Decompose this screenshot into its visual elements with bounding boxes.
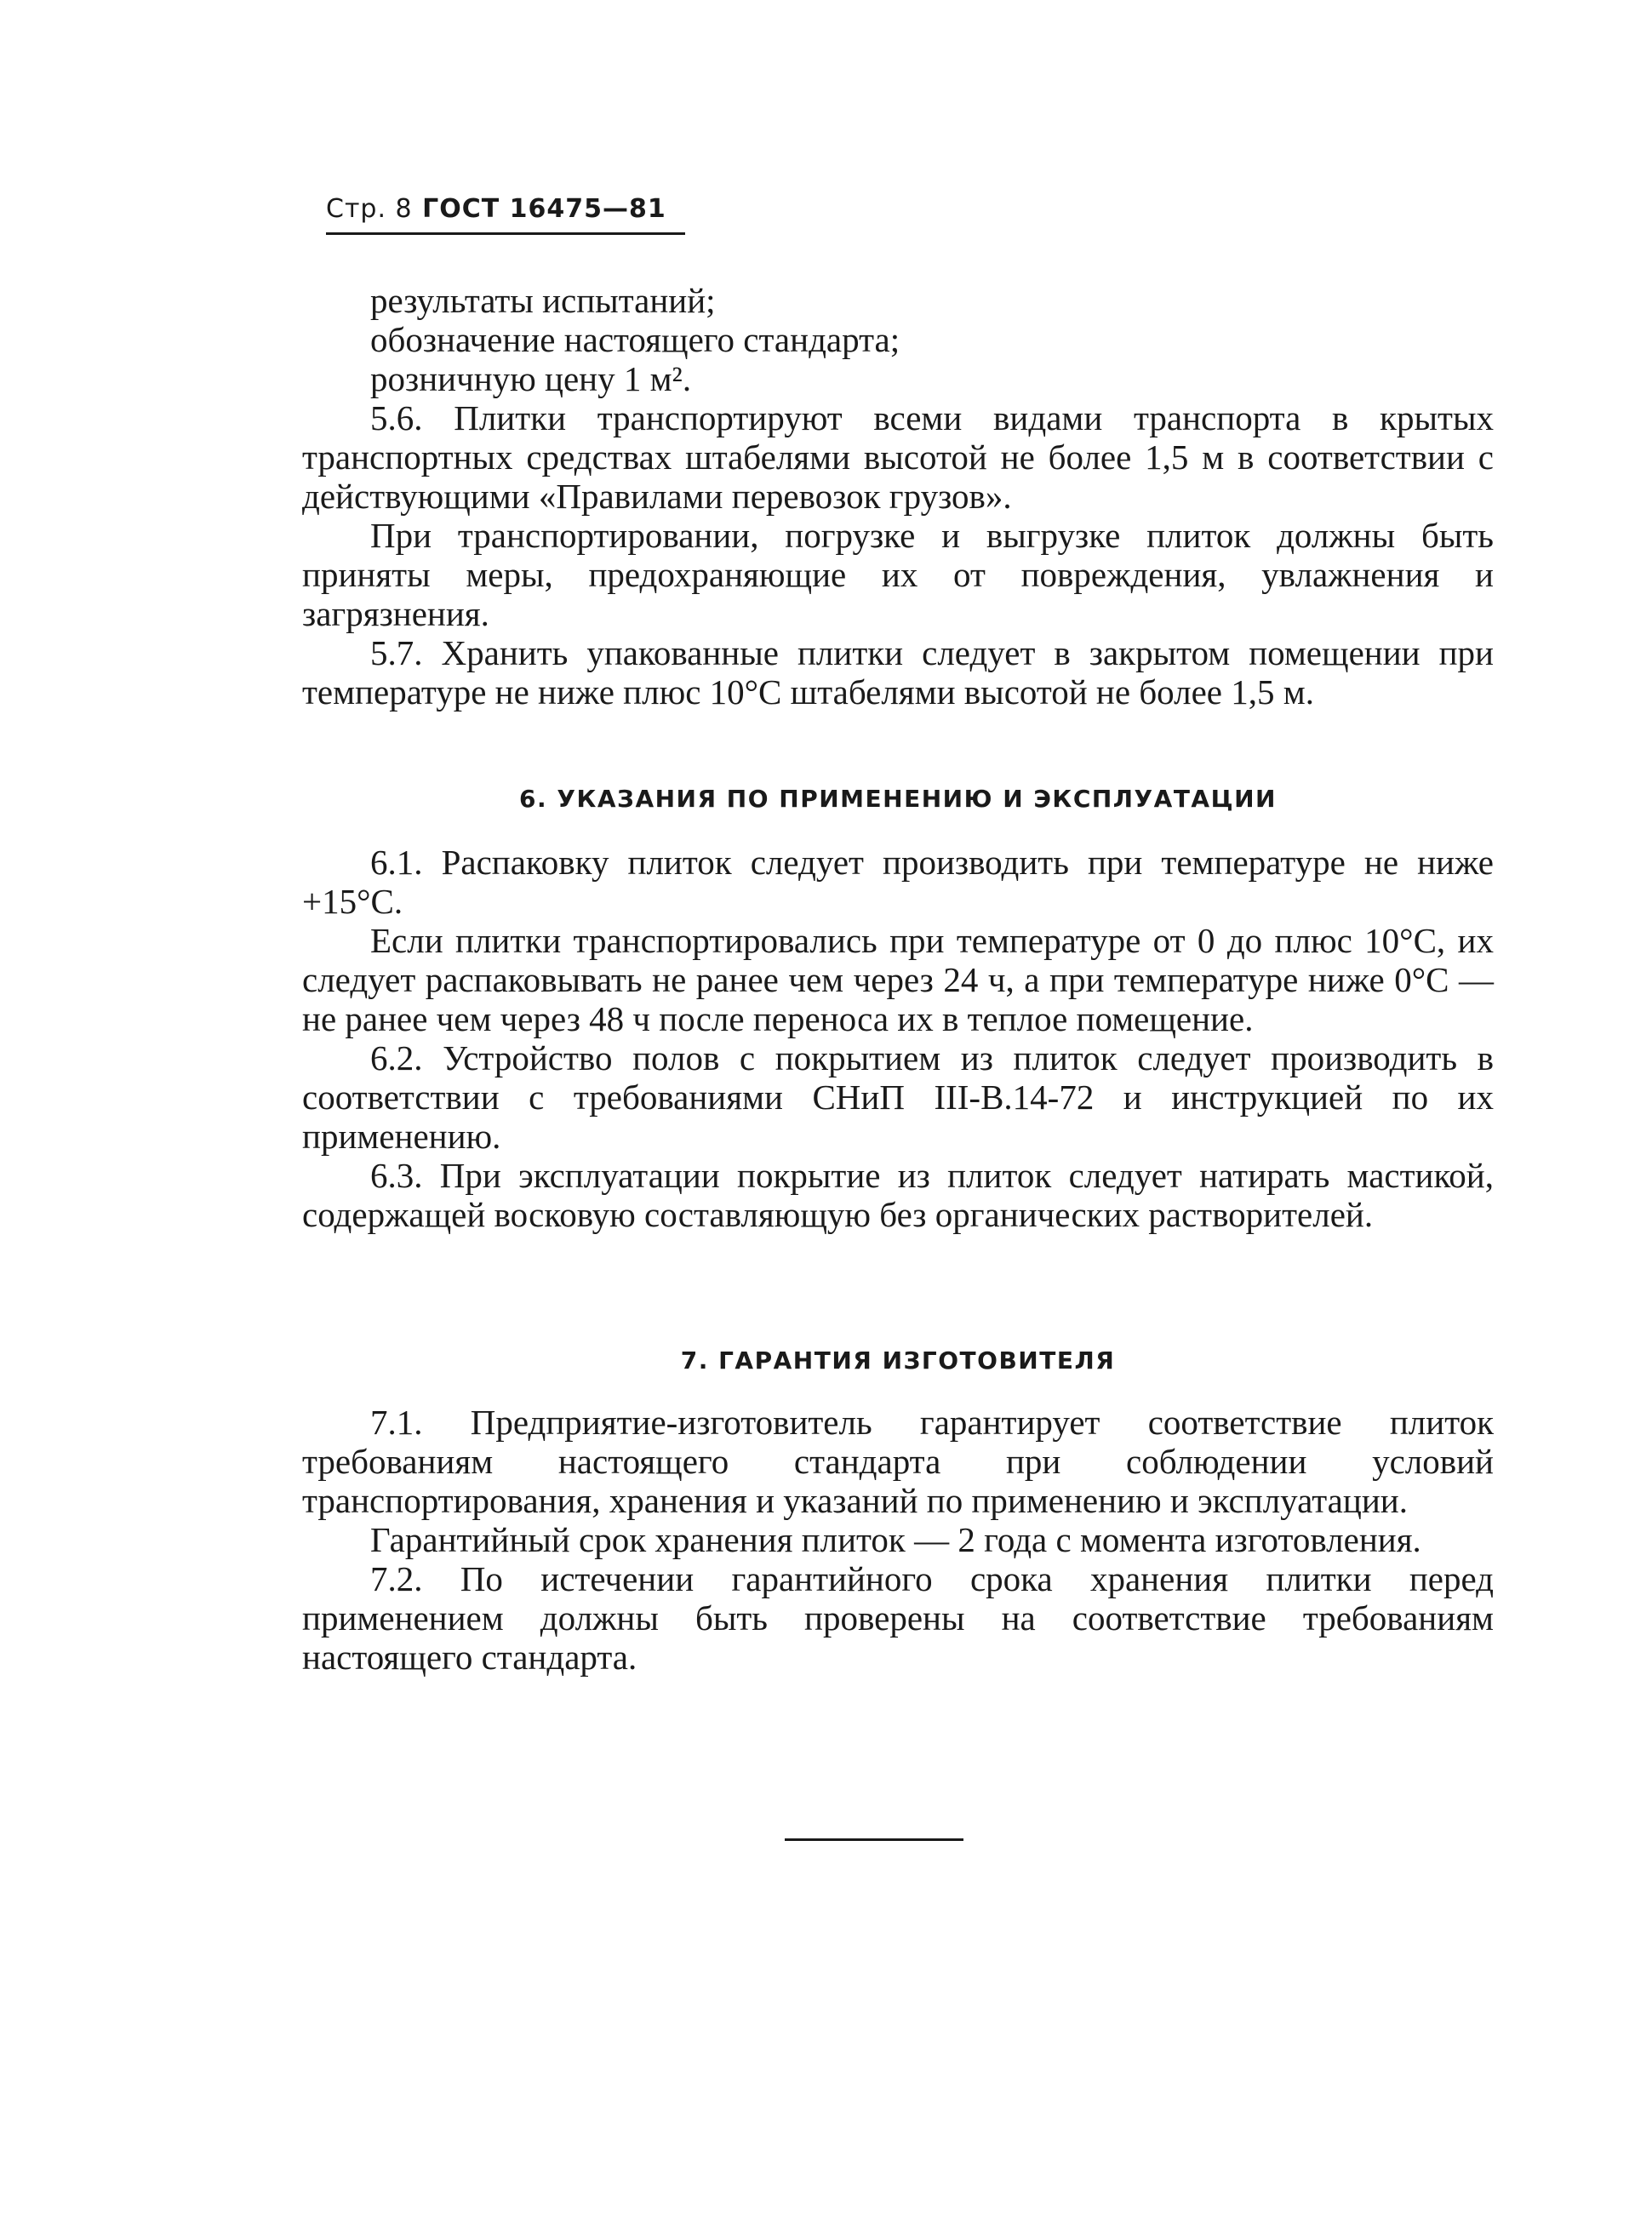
clause-6-2: 6.2. Устройство полов с покрытием из плиток следует производить в соответствии с требованиями СНиП III-В.14-72 и инструкцией по их применению. [302,1038,1494,1156]
header-rule [326,232,685,235]
section-6-heading: 6. УКАЗАНИЯ ПО ПРИМЕНЕНИЮ И ЭКСПЛУАТАЦИИ [519,785,1277,813]
clause-6-1: 6.1. Распаковку плиток следует производить при температуре не ниже +15°С. [302,843,1494,921]
list-item: обозначение настоящего стандарта; [370,320,900,359]
list-item: результаты испытаний; [370,281,716,320]
clause-6-1-paragraph: Если плитки транспортировались при температуре от 0 до плюс 10°С, их следует распаковывать не ранее чем через 24 ч, а при температуре ниже 0°С — не ранее чем через 48 ч после переноса их в теплое помещение. [302,921,1494,1038]
clause-7-1-paragraph: Гарантийный срок хранения плиток — 2 года с момента изготовления. [370,1520,1421,1559]
section-6-body [302,843,1494,1234]
section-7-heading: 7. ГАРАНТИЯ ИЗГОТОВИТЕЛЯ [680,1346,1116,1375]
page-header [326,194,666,224]
clause-6-3: 6.3. При эксплуатации покрытие из плиток следует натирать мастикой, содержащей восковую составляющую без органических растворителей. [302,1156,1494,1234]
clause-7-2: 7.2. По истечении гарантийного срока хранения плитки перед применением должны быть проверены на соответствие требованиям настоящего стандарта. [302,1559,1494,1677]
clause-7-1: 7.1. Предприятие-изготовитель гарантирует соответствие плиток требованиям настоящего стандарта при соблюдении условий транспортирования, хранения и указаний по применению и эксплуатации. [302,1403,1494,1520]
clause-5-7: 5.7. Хранить упакованные плитки следует в закрытом помещении при температуре не ниже плюс 10°С штабелями высотой не более 1,5 м. [302,633,1494,712]
end-rule [785,1838,963,1841]
section-5-continuation [302,281,1494,712]
standard-designation: ГОСТ 16475—81 [422,194,666,224]
list-item: розничную цену 1 м². [370,359,692,398]
clause-5-6-paragraph: При транспортировании, погрузке и выгрузке плиток должны быть приняты меры, предохраняющие их от повреждения, увлажнения и загрязнения. [302,516,1494,633]
page-number: Стр. 8 [326,194,413,224]
section-7-body [302,1403,1494,1677]
clause-5-6: 5.6. Плитки транспортируют всеми видами транспорта в крытых транспортных средствах штабелями высотой не более 1,5 м в соответствии с действующими «Правилами перевозок грузов». [302,398,1494,516]
